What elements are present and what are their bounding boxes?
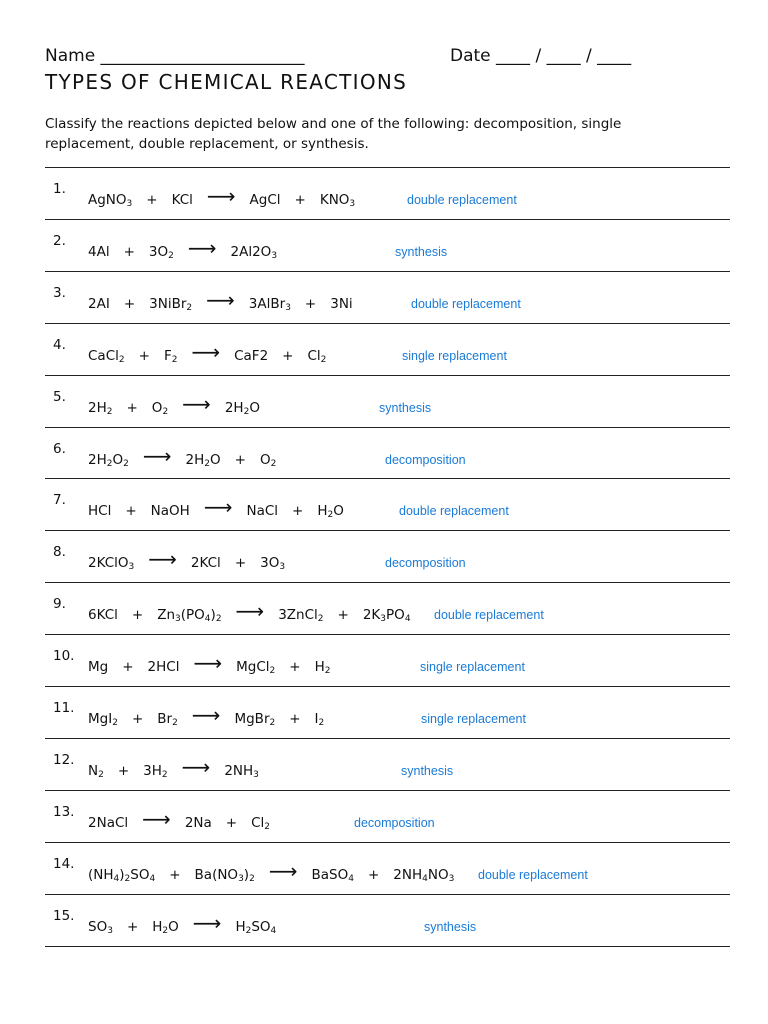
reaction-arrow-icon: ⟶ [268, 858, 298, 883]
reaction-row [45, 738, 730, 790]
chemical-formula: 3ZnCl$_2$ [278, 607, 324, 625]
plus-sign: + [125, 503, 137, 520]
chemical-formula: 2HCl [147, 659, 180, 676]
chemical-formula: 2AI [88, 295, 110, 312]
reaction-equation [88, 755, 259, 780]
classification-answer: decomposition [354, 815, 435, 830]
reaction-row [45, 686, 730, 738]
plus-sign: + [289, 711, 301, 727]
reaction-number: 14. [53, 855, 75, 872]
plus-sign: + [131, 607, 144, 624]
reaction-row [45, 167, 730, 219]
chemical-formula: 3NiBr$_2$ [149, 295, 193, 313]
plus-sign: + [292, 503, 304, 520]
plus-sign: + [126, 918, 139, 935]
chemical-formula: $2H_2$ [88, 399, 113, 417]
chemical-formula: $Ba(NO_3)_2$ [194, 866, 255, 884]
chemical-formula: $2Al2O_3$ [230, 243, 278, 261]
chemical-formula: 2NaCl [88, 814, 129, 831]
classification-answer: decomposition [385, 452, 466, 467]
plus-sign: + [123, 295, 136, 312]
reaction-row [45, 219, 730, 271]
chemical-formula: $I_2$ [314, 711, 325, 728]
reaction-arrow-icon: ⟶ [235, 599, 265, 624]
classification-answer: synthesis [401, 763, 454, 778]
reaction-number: 7. [53, 492, 66, 509]
plus-sign: + [289, 659, 301, 676]
chemical-formula: $Cl_2$ [307, 347, 327, 365]
chemical-formula: $3H_2$ [143, 762, 168, 780]
chemical-formula: $N_2$ [88, 762, 104, 780]
classification-answer: double replacement [478, 867, 588, 882]
reaction-row [45, 478, 730, 530]
reaction-equation [88, 236, 277, 261]
instructions-text: Classify the reactions depicted below and one of the following: decomposition, single replacement, double replacement, or synthesis. [45, 116, 622, 152]
chemical-formula: $H_2O$ [152, 918, 179, 936]
reaction-number: 5. [53, 388, 66, 405]
reaction-arrow-icon: ⟶ [187, 235, 217, 260]
plus-sign: + [123, 243, 135, 260]
reaction-equation [88, 184, 355, 209]
classification-answer: decomposition [385, 556, 466, 571]
reaction-arrow-icon: ⟶ [182, 391, 211, 416]
reaction-row [45, 375, 730, 427]
reaction-number: 11. [53, 700, 75, 716]
plus-sign: + [138, 347, 150, 364]
reaction-row [45, 842, 730, 894]
reaction-equation [88, 807, 270, 832]
reaction-row [45, 790, 730, 842]
reaction-number: 10. [53, 648, 75, 665]
plus-sign: + [234, 555, 247, 572]
reaction-number: 8. [53, 544, 66, 561]
reaction-arrow-icon: ⟶ [192, 910, 222, 935]
plus-sign: + [337, 607, 349, 624]
plus-sign: + [367, 866, 380, 883]
chemical-formula: BaSO$_4$ [311, 866, 354, 884]
reaction-number: 15. [53, 907, 75, 924]
classification-answer: synthesis [379, 400, 432, 415]
reaction-equation [88, 599, 411, 624]
reaction-arrow-icon: ⟶ [181, 754, 211, 779]
plus-sign: + [146, 192, 158, 208]
chemical-formula: $O_2$ [151, 399, 169, 417]
reaction-arrow-icon: ⟶ [206, 287, 235, 312]
chemical-formula: 3Ni [330, 295, 353, 312]
classification-answer: single replacement [421, 712, 526, 726]
chemical-formula: $3O_3$ [260, 555, 286, 573]
chemical-formula: Mg [88, 659, 109, 676]
reaction-equation [88, 288, 353, 313]
reaction-number: 13. [53, 803, 75, 820]
reaction-number: 1. [53, 181, 66, 197]
chemical-formula: NaOH [150, 503, 190, 520]
chemical-formula: $3O_2$ [148, 243, 174, 261]
name-field-label: Name ________________________ [45, 46, 305, 66]
chemical-formula: 4Al [88, 243, 110, 260]
chemical-formula: $2H_2O$ [185, 451, 221, 469]
classification-answer: synthesis [424, 919, 477, 934]
reaction-arrow-icon: ⟶ [191, 703, 221, 727]
plus-sign: + [294, 192, 306, 208]
chemical-formula: $KNO_3$ [319, 192, 356, 209]
worksheet-title: TYPES OF CHEMICAL REACTIONS [45, 70, 408, 94]
chemical-formula: $H_2$ [314, 659, 331, 677]
reaction-equation [88, 392, 260, 417]
reaction-equation [88, 911, 276, 936]
plus-sign: + [282, 347, 294, 364]
reaction-equation [88, 340, 326, 365]
reaction-row [45, 427, 730, 479]
chemical-formula: 6KCl [88, 607, 118, 624]
chemical-formula: $SO_3$ [88, 918, 113, 936]
reaction-row [45, 894, 730, 946]
chemical-formula: $Zn_3(PO_4)_2$ [157, 607, 222, 625]
chemical-formula: $F_2$ [163, 347, 178, 365]
chemical-formula: $2K_3PO_4$ [362, 607, 411, 625]
reaction-arrow-icon: ⟶ [203, 495, 233, 520]
classification-answer: single replacement [420, 660, 525, 675]
chemical-formula: $2H_2O$ [224, 399, 260, 417]
reaction-row [45, 582, 730, 634]
chemical-formula: $Br_2$ [157, 711, 178, 728]
reaction-number: 4. [53, 336, 66, 353]
reaction-number: 3. [53, 284, 66, 301]
reaction-equation [88, 495, 344, 520]
classification-answer: double replacement [411, 296, 521, 311]
classification-answer: synthesis [395, 244, 448, 259]
chemical-formula: $2NH_3$ [224, 762, 259, 780]
row-divider [45, 946, 730, 947]
chemical-formula: KCl [171, 192, 193, 208]
reaction-arrow-icon: ⟶ [142, 806, 171, 831]
reaction-equation [88, 444, 276, 469]
chemical-formula: MgBr$_2$ [234, 711, 276, 728]
chemical-formula: 2Na [184, 814, 212, 831]
chemical-formula: 3AlBr$_3$ [248, 295, 291, 313]
reaction-equation [88, 703, 324, 728]
reaction-equation [88, 547, 285, 572]
chemical-formula: 2KClO$_3$ [88, 555, 135, 573]
plus-sign: + [131, 711, 144, 727]
chemical-formula: CaCl$_2$ [88, 347, 125, 365]
chemical-formula: MgCl$_2$ [236, 659, 276, 677]
plus-sign: + [126, 399, 138, 416]
chemical-formula: $O_2$ [259, 451, 277, 469]
classification-answer: double replacement [407, 193, 517, 207]
reaction-arrow-icon: ⟶ [206, 184, 236, 208]
plus-sign: + [225, 814, 238, 831]
reaction-row [45, 530, 730, 582]
chemical-formula: $2H_2O_2$ [88, 451, 129, 469]
chemical-formula: 2KCl [190, 555, 221, 572]
reaction-row [45, 323, 730, 375]
plus-sign: + [304, 295, 317, 312]
chemical-formula: HCl [88, 503, 112, 520]
reaction-equation [88, 859, 454, 884]
plus-sign: + [169, 866, 181, 883]
chemical-formula: $H_2O$ [317, 503, 344, 521]
reaction-number: 12. [53, 751, 75, 768]
chemical-formula: AgCl [249, 192, 281, 208]
classification-answer: double replacement [434, 608, 544, 623]
reaction-equation [88, 651, 330, 676]
chemical-formula: $2NH_4NO_3$ [393, 866, 455, 884]
chemical-formula: MgI$_2$ [88, 711, 118, 728]
chemical-formula: CaF2 [234, 347, 269, 364]
chemical-formula: $(NH_4)_2SO_4$ [88, 866, 156, 884]
reaction-number: 9. [53, 596, 66, 613]
chemical-formula: $Cl_2$ [251, 814, 271, 832]
classification-answer: single replacement [402, 348, 507, 363]
reaction-number: 6. [53, 440, 66, 457]
reaction-arrow-icon: ⟶ [191, 339, 221, 364]
reaction-arrow-icon: ⟶ [193, 651, 223, 676]
plus-sign: + [117, 762, 130, 779]
classification-answer: double replacement [399, 504, 509, 519]
reaction-number: 2. [53, 232, 66, 249]
date-field-label: Date ____ / ____ / ____ [450, 46, 632, 66]
plus-sign: + [234, 451, 246, 468]
reaction-arrow-icon: ⟶ [148, 547, 177, 572]
reaction-row [45, 634, 730, 686]
reaction-arrow-icon: ⟶ [142, 443, 172, 468]
chemical-formula: $H_2SO_4$ [235, 918, 277, 936]
chemical-formula: AgNO$_3$ [88, 192, 133, 209]
reaction-row [45, 271, 730, 323]
plus-sign: + [122, 659, 134, 676]
chemical-formula: NaCl [246, 503, 279, 520]
